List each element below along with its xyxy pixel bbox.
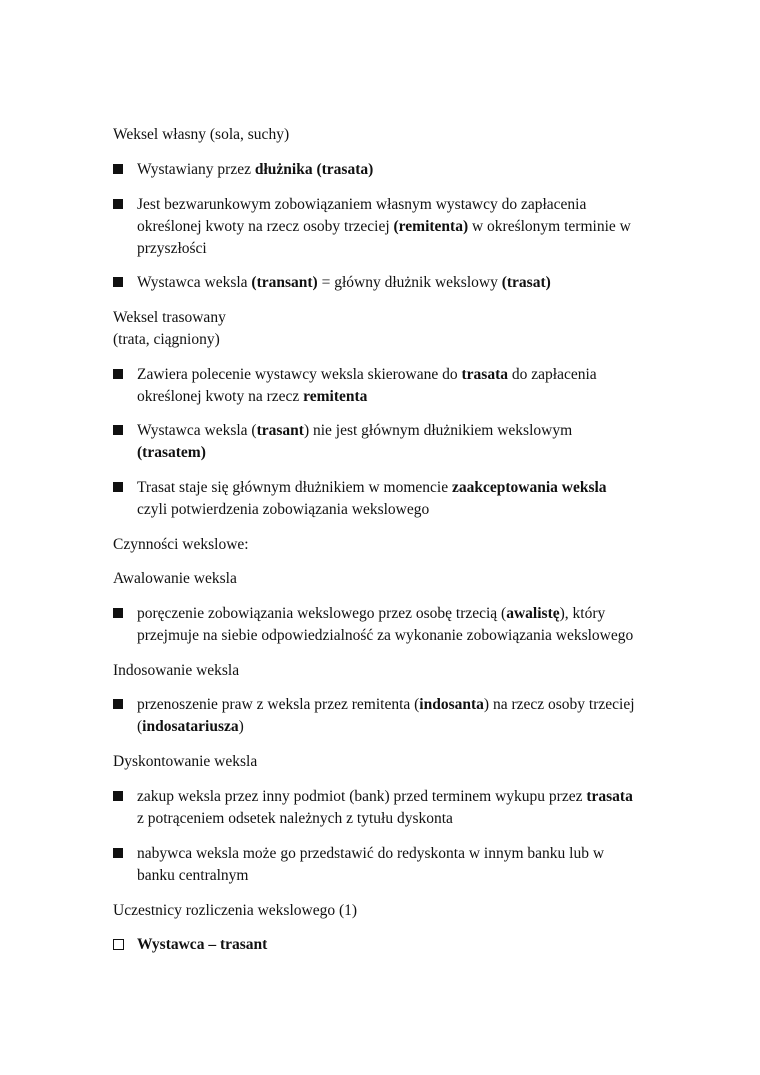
heading-awalowanie: Awalowanie weksla (113, 570, 237, 587)
heading-dyskontowanie: Dyskontowanie weksla (113, 753, 258, 770)
heading-weksel-trasowany: Weksel trasowany (trata, ciągniony) (113, 309, 226, 348)
square-bullet-icon (113, 482, 123, 492)
heading-indosowanie: Indosowanie weksla (113, 662, 240, 679)
document-page: Weksel własny (sola, suchy) Wystawiany przez dłużnika (trasata) Jest bezwarunkowym zobowiązaniem własnym wystawcy do zapłacenia określonej kwoty na rzecz osoby trzeciej (remitenta) w określonym terminie w przyszłości Wystawca weksla (transant) = główny dłużnik wekslowy (trasat) Weksel trasowany (trata, ciągniony) Zawiera polecenie wystawcy weksla skierowane do trasata do zapłacenia określonej kwoty na rzecz remitenta Wystawca weksla (trasant) nie jest głównym dłużnikiem wekslowym (trasatem) Trasat staje się głównym dłużnikiem w momencie zaakceptowania weksla czyli potwierdzenia zobowiązania wekslowego Czynności wekslowe: Awalowanie weksla poręczenie zobowiązania wekslowego przez osobę trzecią (awalistę), który przejmuje na siebie odpowiedzialność za wykonanie zobowiązania wekslowego Indosowanie weksla przenoszenie praw z weksla przez remitenta (indosanta) na rzecz osoby trzeciej (indosatariusza) Dyskontowanie weksla zakup weksla przez inny podmiot (bank) przed terminem wykupu przez trasata z potrąceniem odsetek należnych z tytułu dyskonta nabywca weksla może go przedstawić do redyskonta w innym banku lub w banku centralnym Uczestnicy rozliczenia wekslowego (1) Wystawca – trasant (113, 126, 635, 953)
square-bullet-icon (113, 369, 123, 379)
square-bullet-icon (113, 164, 123, 174)
square-bullet-icon (113, 277, 123, 287)
heading-weksel-wlasny: Weksel własny (sola, suchy) (113, 126, 290, 143)
heading-uczestnicy: Uczestnicy rozliczenia wekslowego (1) (113, 902, 358, 919)
square-bullet-icon (113, 699, 123, 709)
square-bullet-icon (113, 848, 123, 858)
hollow-square-bullet-icon (113, 939, 124, 950)
heading-czynnosci-wekslowe: Czynności wekslowe: (113, 536, 249, 553)
square-bullet-icon (113, 608, 123, 618)
square-bullet-icon (113, 791, 123, 801)
square-bullet-icon (113, 199, 123, 209)
square-bullet-icon (113, 425, 123, 435)
